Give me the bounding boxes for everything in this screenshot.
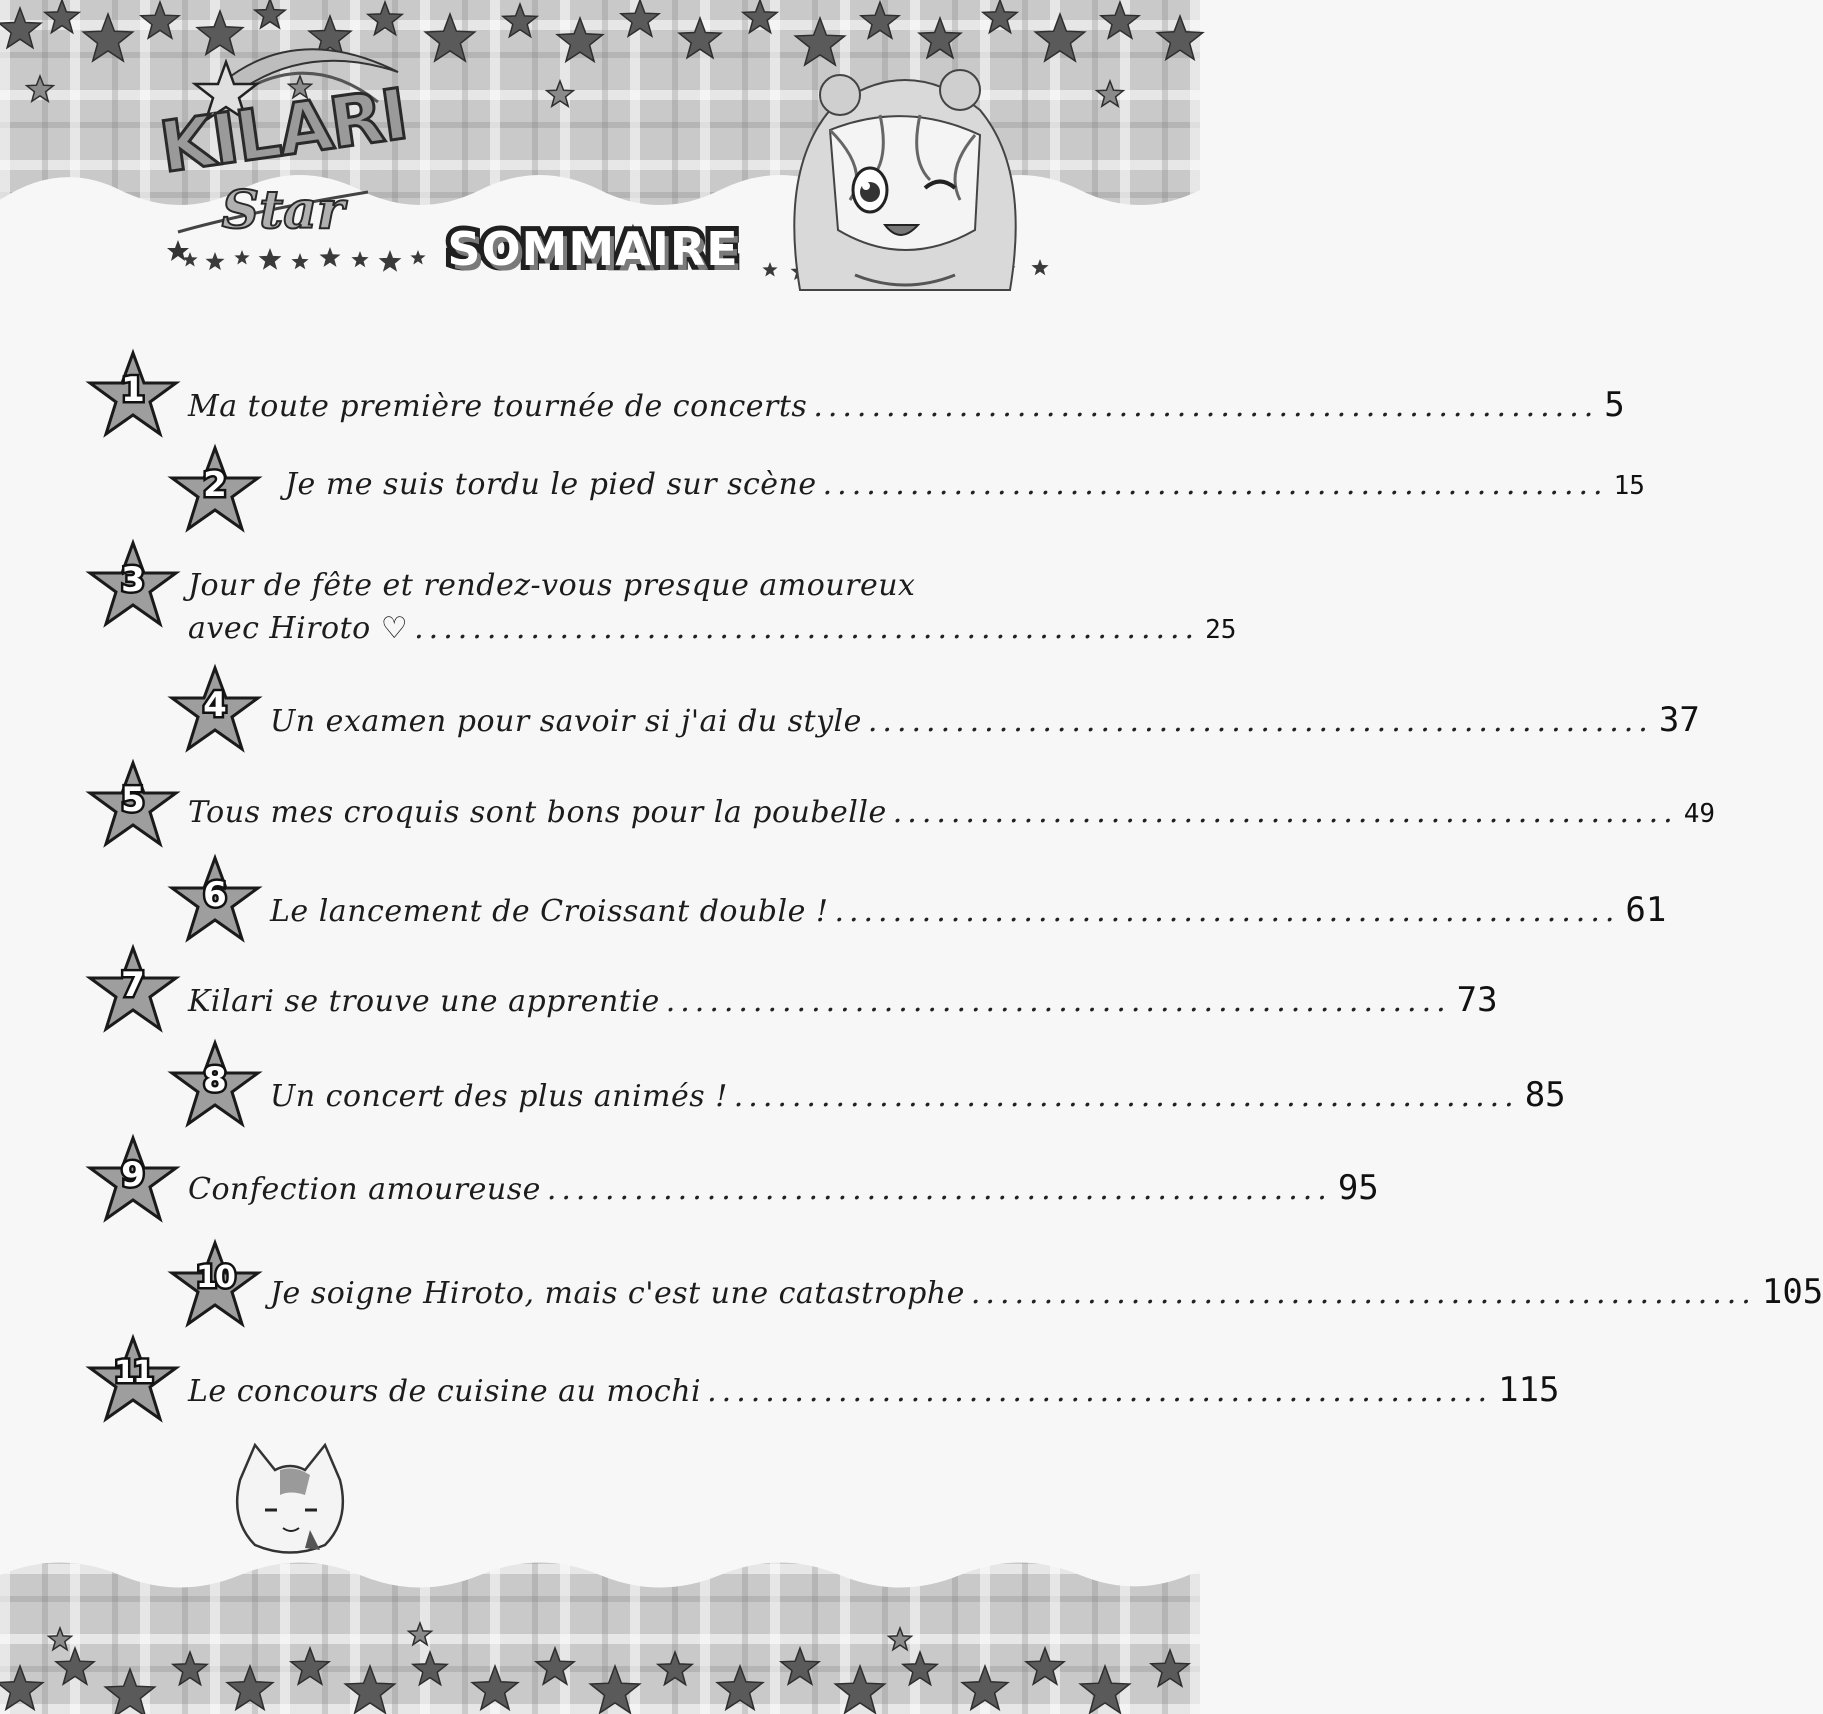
chapter-badge-4: [170, 665, 260, 755]
toc-entry[interactable]: [270, 1272, 1823, 1312]
dot-leader: ......................................................: [834, 894, 1620, 929]
chapter-badge-3: [88, 540, 178, 630]
page-number: 49: [1683, 799, 1716, 829]
star-icon: [962, 1666, 1008, 1709]
star-icon: [227, 1666, 273, 1709]
star-icon: [781, 1648, 819, 1684]
na-san-cat-illustration: [225, 1440, 355, 1560]
page-number: 15: [1613, 471, 1645, 501]
chapter-title: Jour de fête et rendez-vous presque amoureux: [188, 568, 916, 603]
page-number: 37: [1658, 700, 1700, 740]
toc-entry[interactable]: [188, 1370, 1560, 1410]
toc-entry[interactable]: [188, 385, 1625, 425]
toc-entry[interactable]: [270, 700, 1700, 740]
star-icon: [206, 252, 225, 270]
chapter-number: 7: [121, 965, 145, 1005]
star-icon: [56, 1648, 94, 1684]
star-icon: [105, 1669, 154, 1714]
page-number: 95: [1337, 1168, 1379, 1208]
chapter-badge-5: [88, 760, 178, 850]
toc-entry[interactable]: [270, 1075, 1566, 1115]
chapter-title: Je me suis tordu le pied sur scène: [285, 467, 817, 502]
chapter-title: Le lancement de Croissant double !: [270, 894, 829, 929]
star-icon: [472, 1666, 518, 1709]
toc-entry[interactable]: [270, 890, 1667, 930]
page-number: 105: [1761, 1272, 1823, 1312]
star-icon: [409, 1623, 432, 1645]
star-icon: [49, 1628, 72, 1650]
star-icon: [0, 1666, 43, 1709]
page-number: 25: [1205, 615, 1237, 645]
page-title: SOMMAIRE: [447, 222, 739, 276]
chapter-number: 11: [114, 1355, 152, 1390]
chapter-badge-10: [170, 1240, 260, 1330]
star-icon: [717, 1666, 763, 1709]
chapter-number: 5: [121, 780, 145, 820]
chapter-badge-9: [88, 1135, 178, 1225]
toc-entry[interactable]: [285, 467, 1645, 502]
star-icon: [345, 1666, 394, 1713]
star-icon: [903, 1652, 937, 1685]
chapter-badge-8: [170, 1040, 260, 1130]
page-number: 61: [1625, 890, 1667, 930]
toc-entry[interactable]: [188, 1168, 1379, 1208]
toc-entry[interactable]: [188, 980, 1498, 1020]
star-icon: [547, 81, 574, 106]
chapter-title: Kilari se trouve une apprentie: [188, 984, 660, 1019]
star-icon: [234, 250, 249, 265]
chapter-title: Le concours de cuisine au mochi: [188, 1374, 702, 1409]
bottom-wave-edge: [0, 1540, 1200, 1610]
toc-entry[interactable]: [188, 795, 1716, 830]
star-icon: [1157, 16, 1203, 59]
dot-leader: ......................................................: [970, 1276, 1756, 1311]
star-icon: [503, 4, 537, 37]
chapter-badge-7: [88, 945, 178, 1035]
star-icon: [1101, 2, 1139, 38]
star-icon: [83, 14, 132, 61]
star-icon: [1097, 81, 1124, 106]
chapter-badge-1: [88, 350, 178, 440]
star-icon: [1151, 1650, 1189, 1686]
dot-leader: ......................................................: [892, 795, 1678, 830]
star-icon: [320, 247, 341, 267]
kilari-character-illustration: [760, 40, 1050, 300]
chapter-title: Ma toute première tournée de concerts: [188, 389, 808, 424]
chapter-badge-2: [170, 445, 260, 535]
star-icon: [291, 1648, 329, 1684]
chapter-title: Un concert des plus animés !: [270, 1079, 728, 1114]
star-icon: [658, 1652, 692, 1685]
star-icon: [679, 18, 721, 58]
logo-star-trail-icon: [180, 240, 430, 280]
star-icon: [173, 1652, 207, 1685]
star-icon: [259, 248, 282, 270]
star-icon: [410, 250, 425, 265]
star-icon: [291, 253, 308, 269]
chapter-title: Je soigne Hiroto, mais c'est une catastrophe: [270, 1276, 965, 1311]
star-icon: [536, 1648, 574, 1684]
star-icon: [27, 76, 54, 101]
page-number: 85: [1524, 1075, 1566, 1115]
star-icon: [621, 0, 659, 36]
dot-leader: ......................................................: [733, 1079, 1519, 1114]
page-number: 115: [1498, 1370, 1560, 1410]
chapter-number: 3: [121, 560, 145, 600]
chapter-number: 8: [203, 1060, 227, 1100]
page-number: 73: [1456, 980, 1498, 1020]
dot-leader: ......................................................: [867, 704, 1653, 739]
dot-leader: ......................................................: [546, 1172, 1332, 1207]
star-icon: [590, 1666, 639, 1713]
chapter-badge-11: [88, 1335, 178, 1425]
star-icon: [45, 0, 79, 33]
chapter-number: 10: [196, 1260, 234, 1295]
star-icon: [413, 1652, 447, 1685]
star-icon: [379, 250, 402, 272]
star-icon: [351, 251, 368, 267]
chapter-badge-6: [170, 855, 260, 945]
star-icon: [425, 14, 474, 61]
star-icon: [983, 0, 1017, 33]
chapter-title: Un examen pour savoir si j'ai du style: [270, 704, 862, 739]
dot-leader: ......................................................: [707, 1374, 1493, 1409]
chapter-title: Tous mes croquis sont bons pour la poubelle: [188, 795, 887, 830]
chapter-title-continued: avec Hiroto ♡: [188, 611, 409, 646]
star-icon: [861, 2, 899, 38]
bottom-plaid-band: [0, 1540, 1200, 1714]
kilari-star-logo: [128, 22, 428, 262]
chapter-number: 4: [203, 685, 227, 725]
dot-leader: ......................................................: [414, 611, 1200, 646]
dot-leader: ......................................................: [813, 389, 1599, 424]
page-number: 5: [1604, 385, 1625, 425]
star-icon: [835, 1666, 884, 1713]
toc-entry[interactable]: [188, 568, 1237, 646]
logo-sub-text: Star: [221, 180, 345, 241]
star-icon: [1026, 1648, 1064, 1684]
chapter-number: 2: [203, 465, 227, 505]
star-icon: [889, 1628, 912, 1650]
star-icon: [743, 0, 777, 33]
star-icon: [557, 18, 603, 61]
chapter-title: Confection amoureuse: [188, 1172, 541, 1207]
logo-main-text: KILARI: [154, 73, 412, 189]
dot-leader: ......................................................: [665, 984, 1451, 1019]
chapter-number: 6: [203, 875, 227, 915]
dot-leader: ......................................................: [822, 467, 1608, 502]
star-icon: [1080, 1666, 1129, 1713]
star-icon: [0, 8, 41, 48]
chapter-number: 9: [121, 1155, 145, 1195]
star-icon: [182, 252, 197, 267]
chapter-number: 1: [121, 370, 145, 410]
